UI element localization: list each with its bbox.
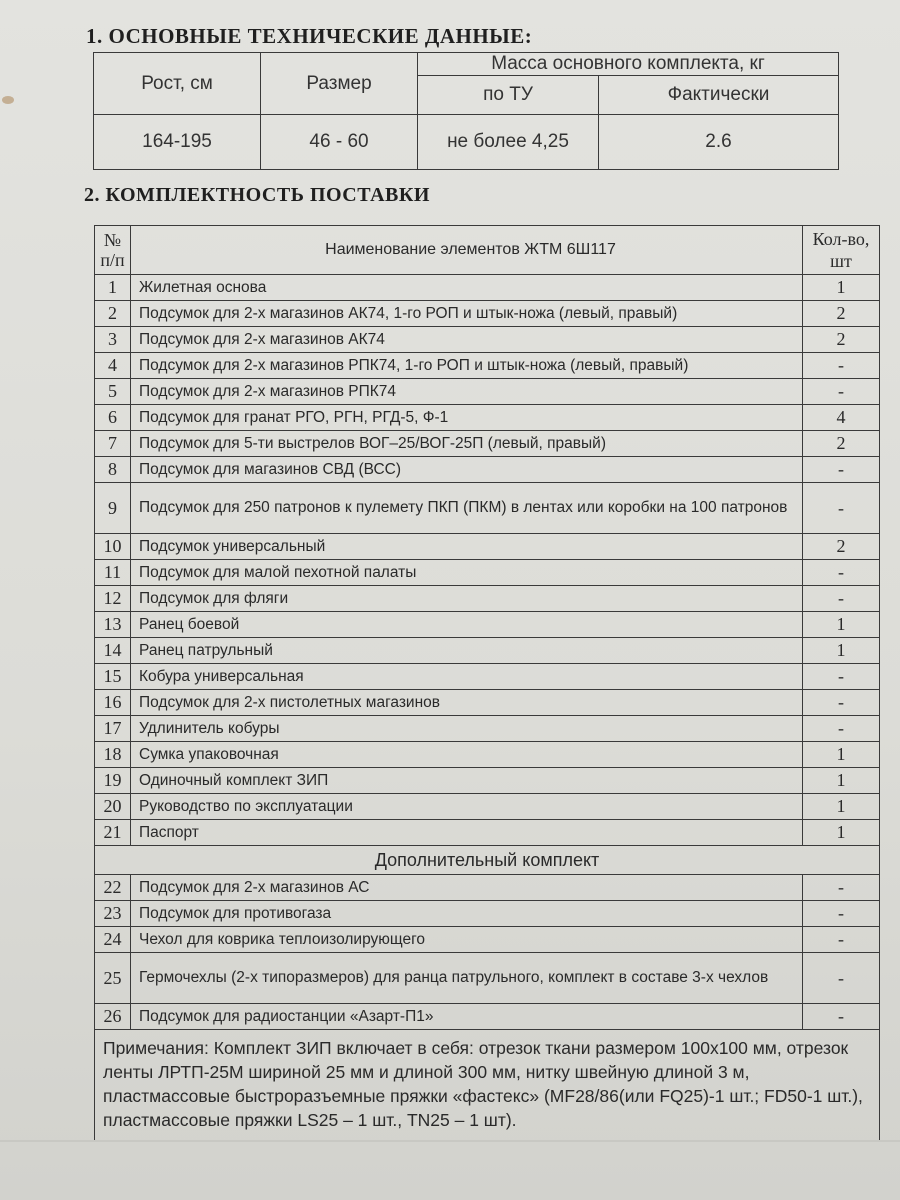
row-num: 16 [95, 690, 131, 716]
row-qty: 1 [803, 768, 880, 794]
table-row [95, 457, 880, 483]
extra-section-row [95, 846, 880, 875]
row-num: 25 [95, 953, 131, 1004]
row-qty: 1 [803, 794, 880, 820]
row-num: 2 [95, 301, 131, 327]
row-name: Подсумок для радиостанции «Азарт-П1» [131, 1004, 803, 1030]
row-num: 24 [95, 927, 131, 953]
row-qty: - [803, 690, 880, 716]
row-qty: - [803, 927, 880, 953]
row-name: Подсумок для малой пехотной палаты [131, 560, 803, 586]
row-num: 5 [95, 379, 131, 405]
row-name: Подсумок для магазинов СВД (ВСС) [131, 457, 803, 483]
row-num: 4 [95, 353, 131, 379]
spec-val-height: 164-195 [94, 115, 261, 170]
row-name: Ранец патрульный [131, 638, 803, 664]
spec-col-tu: по ТУ [418, 76, 599, 115]
row-num: 18 [95, 742, 131, 768]
table-row [95, 927, 880, 953]
row-qty: 1 [803, 612, 880, 638]
row-name: Подсумок для фляги [131, 586, 803, 612]
spec-val-actual: 2.6 [599, 115, 839, 170]
row-num: 19 [95, 768, 131, 794]
table-row [95, 794, 880, 820]
table-row [95, 534, 880, 560]
row-qty: - [803, 664, 880, 690]
table-row [95, 560, 880, 586]
row-num: 21 [95, 820, 131, 846]
row-num: 10 [95, 534, 131, 560]
row-name: Подсумок для 2-х магазинов АК74, 1-го РОП и штык-ножа (левый, правый) [131, 301, 803, 327]
row-name: Гермочехлы (2-х типоразмеров) для ранца патрульного, комплект в составе 3-х чехлов [131, 953, 803, 1004]
section1-title: 1. ОСНОВНЫЕ ТЕХНИЧЕСКИЕ ДАННЫЕ: [86, 24, 533, 48]
table-row [95, 405, 880, 431]
table-row [95, 820, 880, 846]
stain-mark [2, 96, 14, 104]
page-fold-line [0, 1140, 900, 1142]
row-qty: 1 [803, 638, 880, 664]
table-row [95, 431, 880, 457]
table-row [95, 612, 880, 638]
row-name: Сумка упаковочная [131, 742, 803, 768]
table-row [95, 716, 880, 742]
table-row [95, 768, 880, 794]
table-row [95, 353, 880, 379]
row-qty: - [803, 560, 880, 586]
row-qty: 1 [803, 275, 880, 301]
table-row [95, 742, 880, 768]
row-name: Чехол для коврика теплоизолирующего [131, 927, 803, 953]
row-num: 17 [95, 716, 131, 742]
spec-val-size: 46 - 60 [261, 115, 418, 170]
row-name: Подсумок для 5-ти выстрелов ВОГ–25/ВОГ-25П (левый, правый) [131, 431, 803, 457]
row-name: Подсумок универсальный [131, 534, 803, 560]
row-name: Подсумок для противогаза [131, 901, 803, 927]
row-name: Подсумок для 250 патронов к пулемету ПКП (ПКМ) в лентах или коробки на 100 патронов [131, 483, 803, 534]
table-row [95, 901, 880, 927]
row-qty: - [803, 353, 880, 379]
table-row [95, 690, 880, 716]
row-name: Одиночный комплект ЗИП [131, 768, 803, 794]
table-row [95, 875, 880, 901]
row-num: 22 [95, 875, 131, 901]
spec-col-actual: Фактически [599, 76, 839, 115]
row-num: 6 [95, 405, 131, 431]
section2-title: 2. КОМПЛЕКТНОСТЬ ПОСТАВКИ [84, 184, 430, 206]
col-name-header: Наименование элементов ЖТМ 6Ш117 [131, 226, 803, 275]
spec-col-height: Рост, см [94, 53, 261, 115]
row-name: Подсумок для 2-х магазинов АК74 [131, 327, 803, 353]
extra-section-title: Дополнительный комплект [95, 846, 880, 875]
row-qty: - [803, 716, 880, 742]
table-row [95, 327, 880, 353]
row-num: 7 [95, 431, 131, 457]
table-row [95, 953, 880, 1004]
notes-row [95, 1030, 880, 1141]
table-row [95, 275, 880, 301]
row-qty: - [803, 379, 880, 405]
row-qty: 1 [803, 742, 880, 768]
table-row [95, 379, 880, 405]
row-num: 20 [95, 794, 131, 820]
row-name: Подсумок для гранат РГО, РГН, РГД-5, Ф-1 [131, 405, 803, 431]
row-num: 11 [95, 560, 131, 586]
row-qty: - [803, 457, 880, 483]
row-qty: 2 [803, 431, 880, 457]
row-qty: - [803, 1004, 880, 1030]
row-name: Подсумок для 2-х пистолетных магазинов [131, 690, 803, 716]
row-num: 14 [95, 638, 131, 664]
row-num: 26 [95, 1004, 131, 1030]
row-qty: - [803, 953, 880, 1004]
spec-col-size: Размер [261, 53, 418, 115]
row-num: 3 [95, 327, 131, 353]
notes-text: Примечания: Комплект ЗИП включает в себя: отрезок ткани размером 100х100 мм, отрезок ленты ЛРТП-25М шириной 25 мм и длиной 300 мм, нитку швейную длиной 3 м, пластмассовые быстроразъемные пряжки «фастекс» (MF28/86(или FQ25)-1 шт.; FD50-1 шт.), пластмассовые пряжки LS25 – 1 шт., TN25 – 1 шт). [95, 1030, 880, 1141]
row-qty: - [803, 483, 880, 534]
row-name: Жилетная основа [131, 275, 803, 301]
row-name: Подсумок для 2-х магазинов АС [131, 875, 803, 901]
table-row [95, 664, 880, 690]
row-num: 9 [95, 483, 131, 534]
table-row [95, 301, 880, 327]
table-row [95, 1004, 880, 1030]
row-num: 13 [95, 612, 131, 638]
row-num: 12 [95, 586, 131, 612]
row-name: Кобура универсальная [131, 664, 803, 690]
row-num: 23 [95, 901, 131, 927]
table-row [95, 638, 880, 664]
col-qty-header: Кол-во, шт [803, 226, 880, 275]
row-qty: 2 [803, 534, 880, 560]
row-name: Подсумок для 2-х магазинов РПК74 [131, 379, 803, 405]
row-qty: 2 [803, 301, 880, 327]
row-name: Паспорт [131, 820, 803, 846]
row-name: Удлинитель кобуры [131, 716, 803, 742]
row-num: 8 [95, 457, 131, 483]
row-num: 1 [95, 275, 131, 301]
spec-col-mass: Масса основного комплекта, кг [418, 53, 839, 76]
row-name: Ранец боевой [131, 612, 803, 638]
col-num-header: № п/п [95, 226, 131, 275]
row-qty: 4 [803, 405, 880, 431]
row-qty: - [803, 901, 880, 927]
row-num: 15 [95, 664, 131, 690]
contents-table [94, 225, 880, 1141]
row-qty: 1 [803, 820, 880, 846]
row-name: Руководство по эксплуатации [131, 794, 803, 820]
row-qty: 2 [803, 327, 880, 353]
table-row [95, 586, 880, 612]
table-row [95, 483, 880, 534]
spec-table [93, 52, 839, 170]
spec-val-tu: не более 4,25 [418, 115, 599, 170]
row-qty: - [803, 586, 880, 612]
row-qty: - [803, 875, 880, 901]
row-name: Подсумок для 2-х магазинов РПК74, 1-го РОП и штык-ножа (левый, правый) [131, 353, 803, 379]
